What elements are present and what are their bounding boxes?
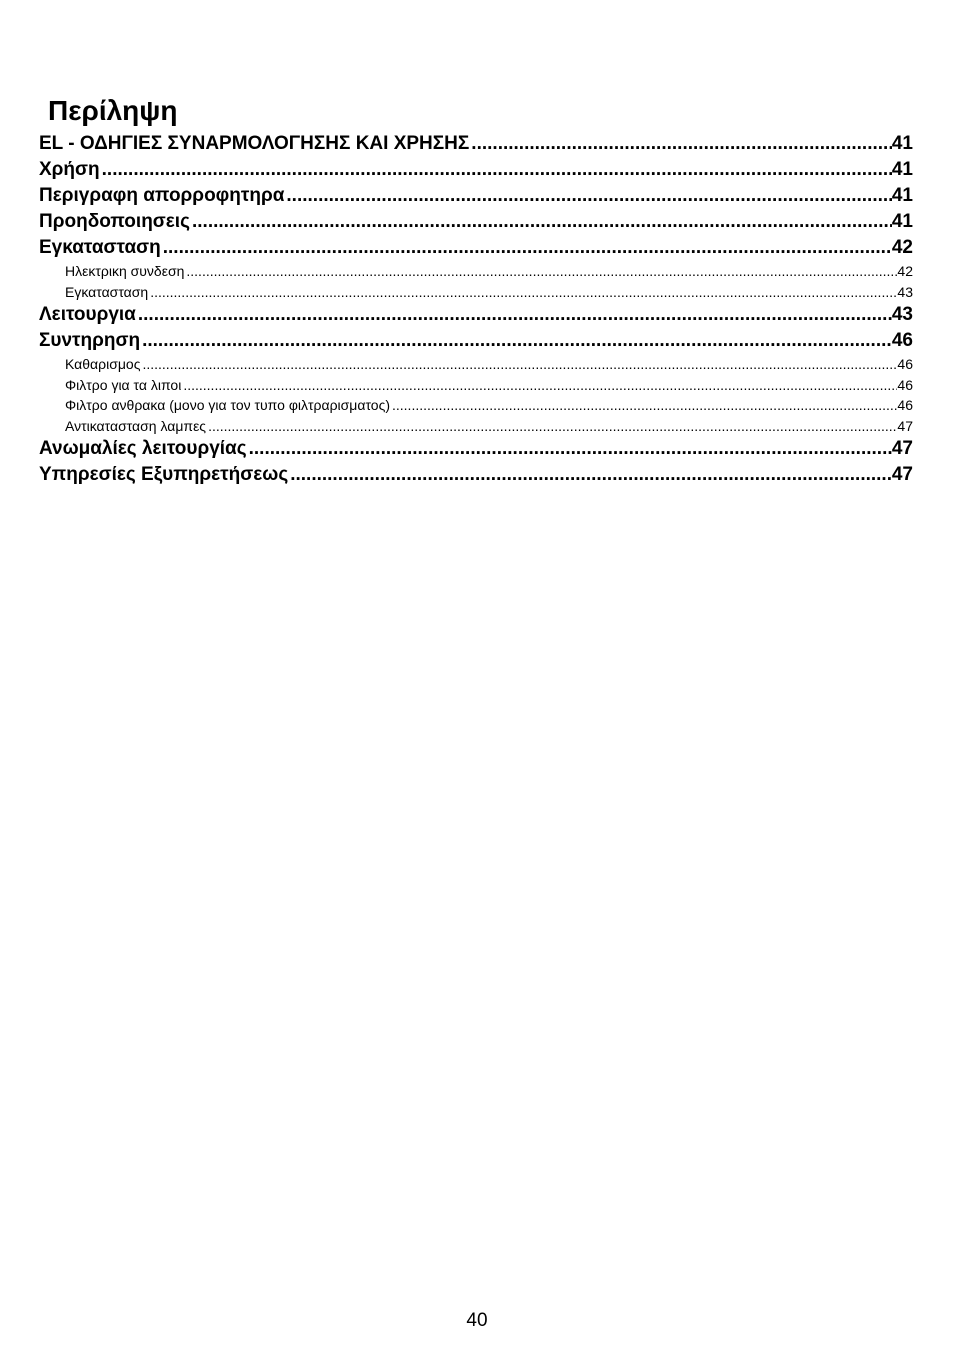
toc-leader-dots (148, 282, 897, 303)
toc-entry[interactable] (39, 302, 913, 328)
toc-entry[interactable] (39, 462, 913, 488)
toc-entry-title: EL - ΟΔΗΓΙΕΣ ΣΥΝΑΡΜΟΛΟΓΗΣΗΣ ΚΑΙ ΧΡΗΣΗΣ (39, 133, 470, 154)
toc-leader-dots (206, 416, 897, 437)
toc-entry-page: 47 (891, 438, 913, 459)
toc-subentry[interactable] (39, 395, 913, 416)
toc-entry-title: Εγκατασταση (39, 237, 161, 258)
toc-subentry[interactable] (39, 282, 913, 303)
toc-leader-dots (140, 328, 892, 354)
toc-entry-page: 42 (891, 237, 913, 258)
toc-leader-dots (161, 235, 892, 261)
toc-subentry[interactable] (39, 261, 913, 282)
toc-entry-page: 41 (891, 159, 913, 180)
toc-entry[interactable] (39, 131, 913, 157)
toc-entry-title: Φιλτρο για τα λιποι (65, 376, 182, 393)
toc-leader-dots (136, 302, 892, 328)
toc-leader-dots (288, 462, 892, 488)
page-number: 40 (466, 1310, 488, 1331)
toc-entry-title: Ανωμαλίες λειτουργίας (39, 438, 247, 459)
toc-entry-title: Φιλτρο ανθρακα (μονο για τον τυπο φιλτραρισματος) (65, 397, 390, 413)
toc-entry-title: Εγκατασταση (65, 283, 149, 300)
toc-subentry[interactable] (39, 375, 913, 396)
toc-leader-dots (390, 395, 897, 416)
toc-leader-dots (140, 354, 897, 375)
toc-entry-title: Χρήση (39, 159, 100, 180)
toc-entry[interactable] (39, 157, 913, 183)
toc-entry-title: Υπηρεσίες Εξυπηρετήσεως (39, 464, 289, 485)
toc-leader-dots (284, 183, 891, 209)
toc-leader-dots (100, 157, 892, 183)
toc-entry-page: 47 (897, 417, 913, 434)
toc-subentry[interactable] (39, 354, 913, 375)
toc-entry-title: Λειτουργια (39, 304, 136, 325)
toc-entry-title: Ηλεκτρικη συνδεση (65, 263, 185, 279)
toc-entry-page: 41 (891, 211, 913, 232)
toc-leader-dots (469, 131, 892, 157)
toc-entry-page: 46 (897, 397, 913, 413)
toc-entry-page: 46 (897, 356, 913, 372)
toc-leader-dots (190, 209, 892, 235)
toc-entry[interactable] (39, 183, 913, 209)
toc-entry-title: Περιγραφη απορροφητηρα (39, 185, 285, 206)
toc-entry-page: 43 (897, 283, 913, 300)
page-title: Περίληψη (48, 95, 178, 126)
toc-subentry[interactable] (39, 416, 913, 437)
toc-entry-page: 46 (897, 376, 913, 393)
toc-entry-page: 41 (891, 133, 913, 154)
toc-entry-page: 41 (891, 185, 913, 206)
toc-entry[interactable] (39, 235, 913, 261)
toc-entry-title: Καθαρισμος (65, 356, 141, 372)
toc-entry-title: Προηδοποιησεις (39, 211, 190, 232)
toc-entry-page: 47 (891, 464, 913, 485)
toc-leader-dots (247, 436, 892, 462)
toc-entry-title: Αντικατασταση λαμπες (65, 417, 207, 434)
toc-entry-page: 46 (891, 330, 913, 351)
toc-entry[interactable] (39, 328, 913, 354)
toc-entry-page: 42 (897, 263, 913, 279)
toc-entry[interactable] (39, 436, 913, 462)
toc-entry-title: Συντηρηση (39, 330, 141, 351)
table-of-contents (39, 131, 913, 488)
toc-leader-dots (184, 261, 897, 282)
toc-entry-page: 43 (891, 304, 913, 325)
toc-entry[interactable] (39, 209, 913, 235)
toc-leader-dots (181, 375, 897, 396)
